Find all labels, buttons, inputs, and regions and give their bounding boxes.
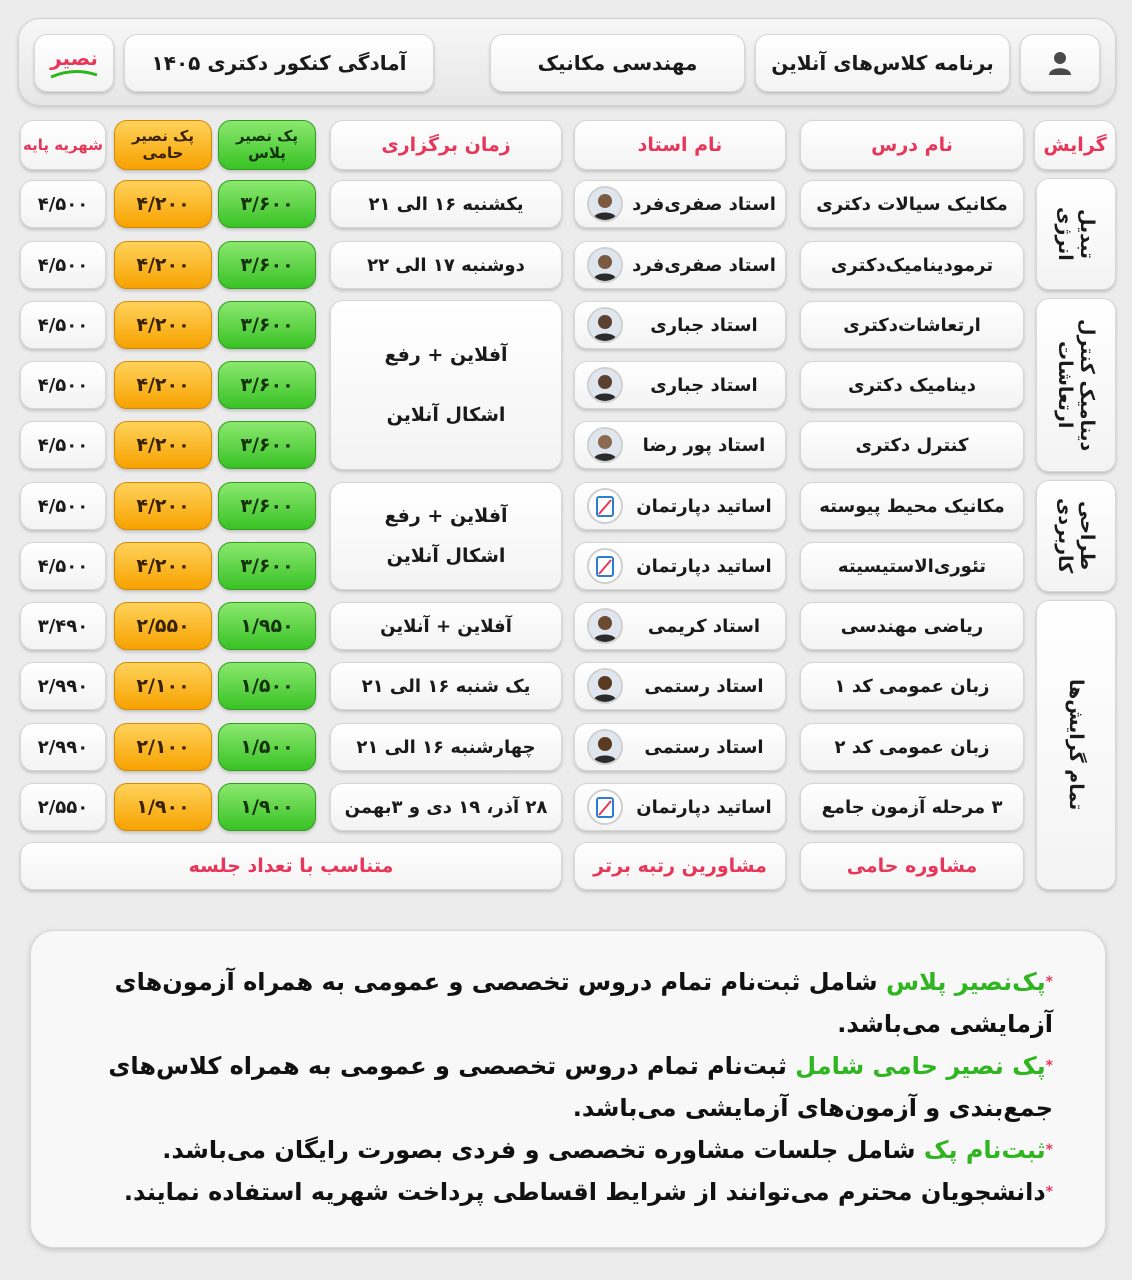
time-cell: دوشنبه ۱۷ الی ۲۲ — [330, 241, 562, 289]
price-plus-cell: ۱/۵۰۰ — [218, 662, 316, 710]
col-course: نام درس — [800, 120, 1024, 170]
logo — [34, 34, 114, 92]
price-plus-cell: ۳/۶۰۰ — [218, 180, 316, 228]
logo-text: نصیر — [50, 46, 98, 70]
teacher-avatar — [587, 427, 623, 463]
price-plus-cell: ۱/۹۵۰ — [218, 602, 316, 650]
teacher-cell — [574, 542, 786, 590]
branch-design: طراحی کاربردی — [1036, 480, 1116, 592]
note-1: *پک‌نصیر پلاس شامل ثبت‌نام تمام دروس تخصصی و عمومی به همراه آزمون‌های آزمایشی می‌باشد. — [114, 968, 1053, 1038]
price-plus-cell: ۳/۶۰۰ — [218, 482, 316, 530]
teacher-name: استاد رستمی — [644, 675, 764, 697]
teacher-cell — [574, 180, 786, 228]
price-hami-cell: ۴/۲۰۰ — [114, 482, 212, 530]
department-icon — [587, 789, 623, 825]
course-cell: ترمودینامیک‌دکتری — [800, 241, 1024, 289]
price-hami-cell: ۲/۱۰۰ — [114, 662, 212, 710]
teacher-cell — [574, 723, 786, 771]
col-pack-hami: پک نصیر حامی — [114, 120, 212, 170]
price-base-cell: ۴/۵۰۰ — [20, 542, 106, 590]
teacher-avatar — [587, 186, 623, 222]
course-cell: ارتعاشات‌دکتری — [800, 301, 1024, 349]
price-base-cell: ۲/۵۵۰ — [20, 783, 106, 831]
price-plus-cell: ۳/۶۰۰ — [218, 241, 316, 289]
teacher-name: اساتید دپارتمان — [636, 495, 772, 517]
course-cell: ۳ مرحله آزمون جامع — [800, 783, 1024, 831]
teacher-avatar — [587, 367, 623, 403]
price-hami-cell: ۴/۲۰۰ — [114, 180, 212, 228]
price-base-cell: ۲/۹۹۰ — [20, 662, 106, 710]
time-cell: یک شنبه ۱۶ الی ۲۱ — [330, 662, 562, 710]
notes-box — [30, 930, 1106, 1248]
advisors-label: مشاورین رتبه برتر — [574, 842, 786, 890]
merged-time-line2: اشکال آنلاین — [386, 545, 506, 567]
field-title: مهندسی مکانیک — [490, 34, 745, 92]
price-plus-cell: ۳/۶۰۰ — [218, 542, 316, 590]
course-cell: تئوری‌الاستیسیته — [800, 542, 1024, 590]
teacher-avatar — [587, 307, 623, 343]
price-base-cell: ۴/۵۰۰ — [20, 241, 106, 289]
teacher-avatar — [587, 729, 623, 765]
price-base-cell: ۴/۵۰۰ — [20, 180, 106, 228]
col-base-fee: شهریه پایه — [20, 120, 106, 170]
teacher-cell — [574, 301, 786, 349]
price-base-cell: ۲/۹۹۰ — [20, 723, 106, 771]
user-button[interactable] — [1020, 34, 1100, 92]
program-title: برنامه کلاس‌های آنلاین — [755, 34, 1010, 92]
col-branch: گرایش — [1034, 120, 1116, 170]
price-plus-cell: ۳/۶۰۰ — [218, 361, 316, 409]
teacher-name: اساتید دپارتمان — [636, 796, 772, 818]
course-cell: ریاضی مهندسی — [800, 602, 1024, 650]
price-plus-cell: ۳/۶۰۰ — [218, 421, 316, 469]
price-hami-cell: ۴/۲۰۰ — [114, 421, 212, 469]
exam-title: آمادگی کنکور دکتری ۱۴۰۵ — [124, 34, 434, 92]
consult-label: مشاوره حامی — [800, 842, 1024, 890]
note-3: *ثبت‌نام پک شامل جلسات مشاوره تخصصی و فردی بصورت رایگان می‌باشد. — [162, 1136, 1053, 1164]
time-cell: چهارشنبه ۱۶ الی ۲۱ — [330, 723, 562, 771]
teacher-cell — [574, 482, 786, 530]
price-base-cell: ۴/۵۰۰ — [20, 482, 106, 530]
course-cell: دینامیک دکتری — [800, 361, 1024, 409]
price-hami-cell: ۱/۹۰۰ — [114, 783, 212, 831]
teacher-name: استاد کریمی — [647, 615, 761, 637]
merged-time-line1: آفلاین + رفع — [384, 505, 508, 527]
teacher-name: استاد جباری — [650, 314, 758, 336]
col-teacher: نام استاد — [574, 120, 786, 170]
price-hami-cell: ۴/۲۰۰ — [114, 542, 212, 590]
teacher-cell — [574, 602, 786, 650]
merged-time-line2: اشکال آنلاین — [386, 404, 506, 426]
teacher-avatar — [587, 668, 623, 704]
price-hami-cell: ۴/۲۰۰ — [114, 241, 212, 289]
col-pack-plus: پک نصیر پلاس — [218, 120, 316, 170]
price-base-cell: ۳/۴۹۰ — [20, 602, 106, 650]
course-cell: زبان عمومی کد ۱ — [800, 662, 1024, 710]
teacher-name: استاد رستمی — [644, 736, 764, 758]
note-4: *دانشجویان محترم می‌توانند از شرایط اقساطی پرداخت شهریه استفاده نمایند. — [123, 1178, 1053, 1206]
price-base-cell: ۴/۵۰۰ — [20, 421, 106, 469]
course-cell: مکانیک سیالات دکتری — [800, 180, 1024, 228]
teacher-cell — [574, 421, 786, 469]
teacher-name: استاد پور رضا — [642, 434, 766, 456]
branch-energy: تبدیل انرژی — [1036, 178, 1116, 290]
teacher-cell — [574, 783, 786, 831]
price-plus-cell: ۱/۵۰۰ — [218, 723, 316, 771]
pricing-label: متناسب با تعداد جلسه — [20, 842, 562, 890]
teacher-avatar — [587, 608, 623, 644]
time-cell: آفلاین + آنلاین — [330, 602, 562, 650]
department-icon — [587, 488, 623, 524]
price-hami-cell: ۲/۵۵۰ — [114, 602, 212, 650]
course-cell: مکانیک محیط پیوسته — [800, 482, 1024, 530]
teacher-cell — [574, 662, 786, 710]
price-plus-cell: ۱/۹۰۰ — [218, 783, 316, 831]
course-cell: زبان عمومی کد ۲ — [800, 723, 1024, 771]
branch-all: تمام گرایش‌ها — [1036, 600, 1116, 890]
col-time: زمان برگزاری — [330, 120, 562, 170]
teacher-name: استاد صفری‌فرد — [632, 193, 776, 215]
note-2: *پک نصیر حامی شامل ثبت‌نام تمام دروس تخصصی و عمومی به همراه کلاس‌های جمع‌بندی و آزمون‌های آزمایشی می‌باشد. — [108, 1052, 1053, 1122]
price-plus-cell: ۳/۶۰۰ — [218, 301, 316, 349]
merged-time-dynamics — [330, 300, 562, 470]
teacher-cell — [574, 361, 786, 409]
price-base-cell: ۴/۵۰۰ — [20, 301, 106, 349]
merged-time-design — [330, 482, 562, 590]
price-hami-cell: ۴/۲۰۰ — [114, 301, 212, 349]
teacher-name: اساتید دپارتمان — [636, 555, 772, 577]
time-cell: ۲۸ آذر، ۱۹ دی و ۳بهمن — [330, 783, 562, 831]
teacher-name: استاد جباری — [650, 374, 758, 396]
price-hami-cell: ۴/۲۰۰ — [114, 361, 212, 409]
course-cell: کنترل دکتری — [800, 421, 1024, 469]
merged-time-line1: آفلاین + رفع — [384, 344, 508, 366]
teacher-avatar — [587, 247, 623, 283]
teacher-name: استاد صفری‌فرد — [632, 254, 776, 276]
user-icon — [1046, 49, 1074, 77]
price-hami-cell: ۲/۱۰۰ — [114, 723, 212, 771]
branch-dynamics: دینامیک کنترل ارتعاشات — [1036, 298, 1116, 472]
teacher-cell — [574, 241, 786, 289]
department-icon — [587, 548, 623, 584]
logo-swoosh-icon — [49, 69, 99, 79]
price-base-cell: ۴/۵۰۰ — [20, 361, 106, 409]
time-cell: یکشنبه ۱۶ الی ۲۱ — [330, 180, 562, 228]
